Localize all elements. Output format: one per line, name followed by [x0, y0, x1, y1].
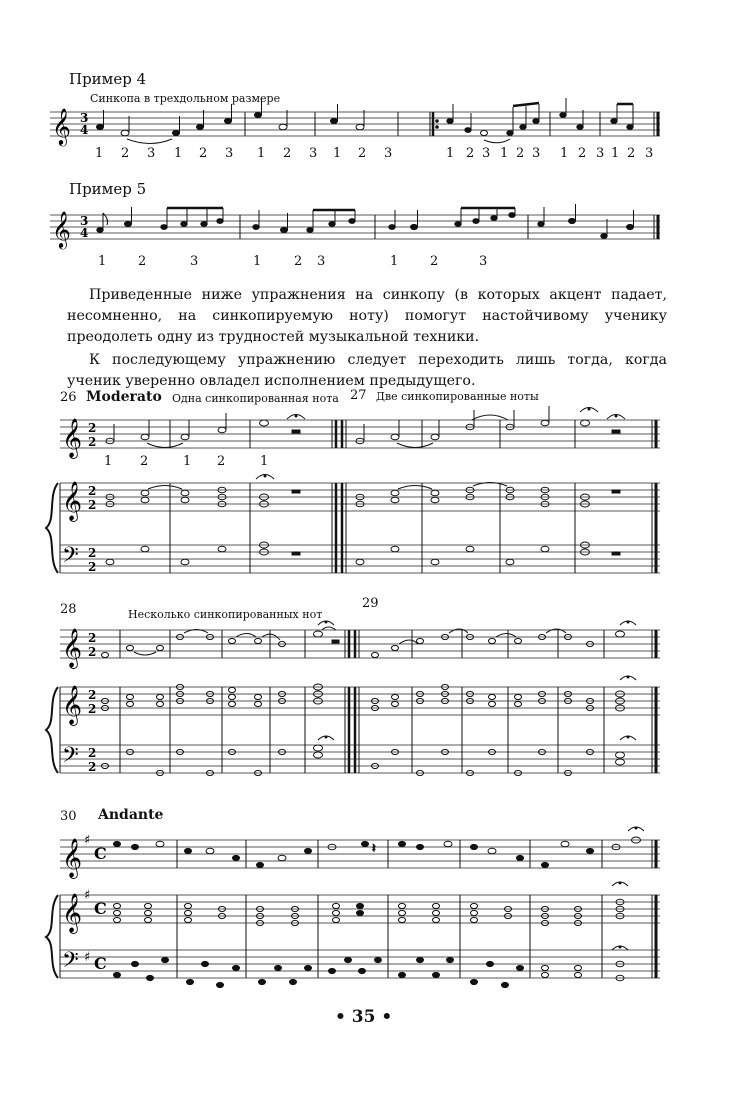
count-13: 1	[446, 146, 455, 161]
count-4: 1	[174, 146, 183, 161]
example-4-annotation: Синкопа в трехдольном размере	[90, 92, 281, 105]
count-8: 2	[283, 146, 292, 161]
svg-text:♯: ♯	[84, 833, 91, 848]
svg-text:2: 2	[88, 498, 97, 512]
count-23: 2	[627, 146, 636, 161]
exercise-26-annotation: Одна синкопированная нота	[172, 392, 339, 405]
page-number: • 35 •	[335, 1007, 393, 1027]
ex5-count-3: 3	[190, 254, 199, 269]
svg-text:2: 2	[88, 435, 97, 449]
svg-text:2: 2	[88, 760, 97, 774]
svg-text:2: 2	[88, 560, 97, 574]
count-1: 1	[95, 146, 104, 161]
svg-text:C: C	[94, 954, 107, 973]
paragraph-2: К последующему упражнению следует переходить лишь тогда, когда ученик уверенно овладел исполнением предыдущего.	[67, 352, 667, 389]
count-14: 2	[466, 146, 475, 161]
svg-text:♯: ♯	[84, 888, 91, 903]
ex5-count-8: 2	[430, 254, 439, 269]
example-5-title: Пример 5	[69, 180, 147, 198]
bass-clef-icon: 𝄢	[62, 948, 79, 978]
svg-text:C: C	[94, 844, 107, 863]
svg-text:♯: ♯	[84, 950, 91, 965]
count-3: 3	[147, 146, 156, 161]
exercise-26-tempo: Moderato	[86, 389, 162, 405]
ex5-count-7: 1	[390, 254, 399, 269]
ex5-count-5: 2	[294, 254, 303, 269]
treble-clef-icon: 𝄞	[62, 838, 83, 878]
ex5-count-2: 2	[138, 254, 147, 269]
ex5-count-4: 1	[253, 254, 262, 269]
treble-clef-icon: 𝄞	[62, 628, 83, 668]
svg-text:2: 2	[88, 484, 97, 498]
exercise-26-number: 26	[60, 390, 77, 405]
count-7: 1	[257, 146, 266, 161]
svg-text:2: 2	[88, 546, 97, 560]
ex26-count-5: 1	[260, 454, 269, 469]
count-17: 2	[516, 146, 525, 161]
count-15: 3	[482, 146, 491, 161]
bass-clef-icon: 𝄢	[62, 543, 79, 573]
count-11: 2	[358, 146, 367, 161]
svg-text:2: 2	[88, 421, 97, 435]
svg-text:3: 3	[80, 214, 89, 228]
bass-clef-icon: 𝄢	[62, 743, 79, 773]
exercise-30-number: 30	[60, 809, 77, 824]
svg-text:2: 2	[88, 631, 97, 645]
paragraph-1: Приведенные ниже упражнения на синкопу (в которых акцент падает, несомненно, на синкопируемую ноту) помогут настойчивому ученику преодолеть одну из трудностей музыкальной техники.	[67, 287, 667, 345]
count-6: 3	[225, 146, 234, 161]
ex26-count-1: 1	[104, 454, 113, 469]
ex26-count-3: 1	[183, 454, 192, 469]
treble-clef-icon: 𝄞	[52, 107, 71, 145]
ex5-count-1: 1	[98, 254, 107, 269]
svg-text:2: 2	[88, 746, 97, 760]
svg-text:4: 4	[80, 226, 89, 240]
treble-clef-icon: 𝄞	[62, 481, 83, 521]
count-9: 3	[309, 146, 318, 161]
example-4-title: Пример 4	[69, 70, 147, 88]
exercise-27-annotation: Две синкопированные ноты	[376, 390, 539, 403]
svg-text:3: 3	[80, 111, 89, 125]
treble-clef-icon: 𝄞	[52, 210, 71, 248]
exercise-29-number: 29	[362, 596, 379, 611]
svg-text:2: 2	[88, 688, 97, 702]
count-18: 3	[532, 146, 541, 161]
ex5-count-6: 3	[317, 254, 326, 269]
svg-text:4: 4	[80, 123, 89, 137]
ex26-count-4: 2	[217, 454, 226, 469]
count-21: 3	[596, 146, 605, 161]
exercise-27-number: 27	[350, 388, 367, 403]
treble-clef-icon: 𝄞	[62, 418, 83, 458]
ex5-count-9: 3	[479, 254, 488, 269]
count-16: 1	[500, 146, 509, 161]
count-19: 1	[560, 146, 569, 161]
svg-text:2: 2	[88, 702, 97, 716]
count-2: 2	[121, 146, 130, 161]
count-22: 1	[611, 146, 620, 161]
count-5: 2	[199, 146, 208, 161]
svg-text:2: 2	[88, 645, 97, 659]
exercise-28-annotation: Несколько синкопированных нот	[128, 608, 323, 621]
svg-text:𝄽: 𝄽	[372, 841, 376, 855]
count-20: 2	[578, 146, 587, 161]
brace-icon	[46, 895, 58, 978]
count-24: 3	[645, 146, 654, 161]
count-10: 1	[333, 146, 342, 161]
exercise-30-tempo: Andante	[98, 807, 164, 823]
svg-text:C: C	[94, 899, 107, 918]
ex26-count-2: 2	[140, 454, 149, 469]
count-12: 3	[384, 146, 393, 161]
exercise-28-number: 28	[60, 602, 77, 617]
treble-clef-icon: 𝄞	[62, 893, 83, 933]
treble-clef-icon: 𝄞	[62, 685, 83, 725]
